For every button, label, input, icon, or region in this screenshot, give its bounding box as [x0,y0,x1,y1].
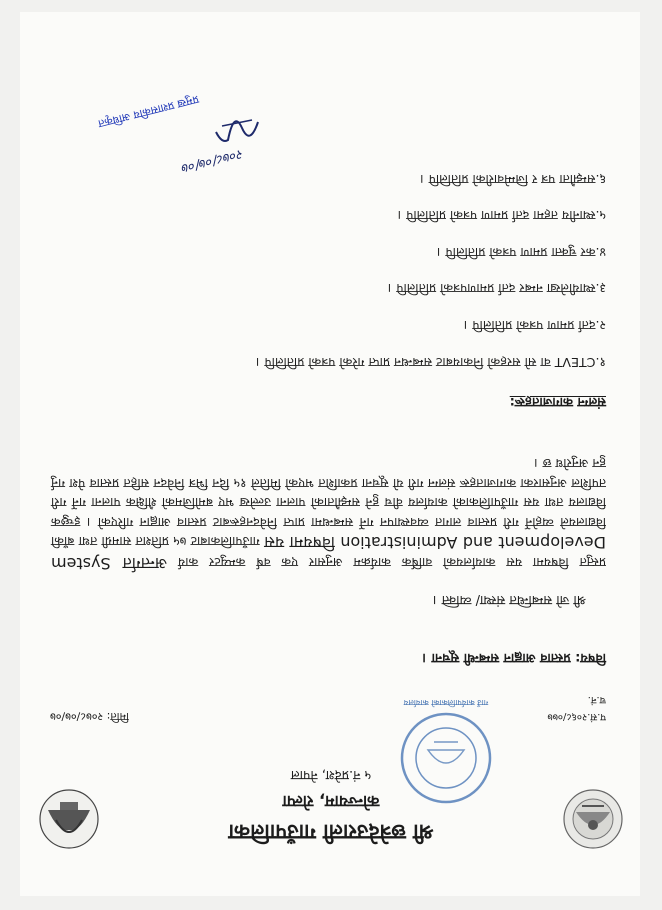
document-item: ५.स्थानीय तहमा दर्ता प्रमाण पत्रको प्रतिलिपि । [397,208,606,223]
body-line: गाउँपालिकाको कार्यालय वीच हुने सम्झौताको पालना उल्लेख भए बमोजिमको शैक्षिक पालना गर्ने गरी [51,495,519,511]
signature-title: प्रमुख प्रशासकीय अधिकृत [96,92,201,131]
letter-subject: विषय: प्रस्ताव आह्वान सम्बन्धी सूचना । [422,650,606,665]
patra-sankhya: प.सं.२०६८/०७७ [547,711,606,722]
office-address: ५ नं.प्रदेश, नेपाल [290,767,372,782]
body-line: तपशिल अनुसारका कागजातहरू संलग्न गरी यो सूचना प्रकाशित भएको मितिले १५ दिन भित्र [188,475,606,491]
body-line: निवेदन सहित प्रस्ताव पेश गर्नु हुन अनुरोध छ । [51,456,606,491]
document-item: १.CTEVT वा सो सरहको निकायबाट सम्बन्धन प्राप्त गरेको पत्रको प्रतिलिपि । [255,355,606,370]
body-line: गर्ने सम्बन्धमा प्राप्त निवेदनहरूबाट प्रस्ताव आह्वान गरिएको । इच्छुक विद्यालय तथा यस [51,495,606,530]
letter-title: श्री छत्रेदेउराली गाउँपालिका [228,820,434,844]
signature-date: २०७८/०७/०७ [180,145,246,176]
body-paragraph [51,453,606,573]
document-item: ३.स्थायीलेखा नम्बर दर्ता प्रमाणपत्रको प्रतिलिपि । [387,281,606,296]
document-item: २.दर्ता प्रमाण पत्रको प्रतिलिपि । [463,318,606,333]
body-line: गाउँपालिकाबाट ७५ प्रतिशत सामग्री तथा बाँकी विद्यालयले व्यहोर्ने गरी प्रस्ताव लागत व्यवस्थापन [51,514,606,550]
documents-label: संलग्न कागजातहरू: [509,394,606,409]
document-item: ६.सम्झौता पत्र र जिम्मेवारीको प्रतिलिपि । [419,172,606,187]
letter-date: मिति: २०७८/०७/०७ [50,710,129,723]
salutation: श्री जो सम्बन्धित संस्था/ व्यक्ति । [432,592,586,607]
official-stamp [398,710,494,806]
document-item: ४.कर चुक्ता प्रमाण पत्रको प्रतिलिपि । [436,245,606,260]
office-name: कोन्ज्याम, रोल्पा [282,792,380,811]
body-line: प्रस्तुत विषयमा यस कार्यालयको वार्षिक कार्यक्रम अनुसार एक वर्ष कम्प्युटर कार्य [177,555,606,570]
body-line: अन्तर्गत System Development and Administration विषयमा यस [51,533,606,573]
chalani-number: च.नं. [587,694,606,705]
stamp-text: गाउँ कार्यपालिकाको कार्यालय [403,698,489,707]
